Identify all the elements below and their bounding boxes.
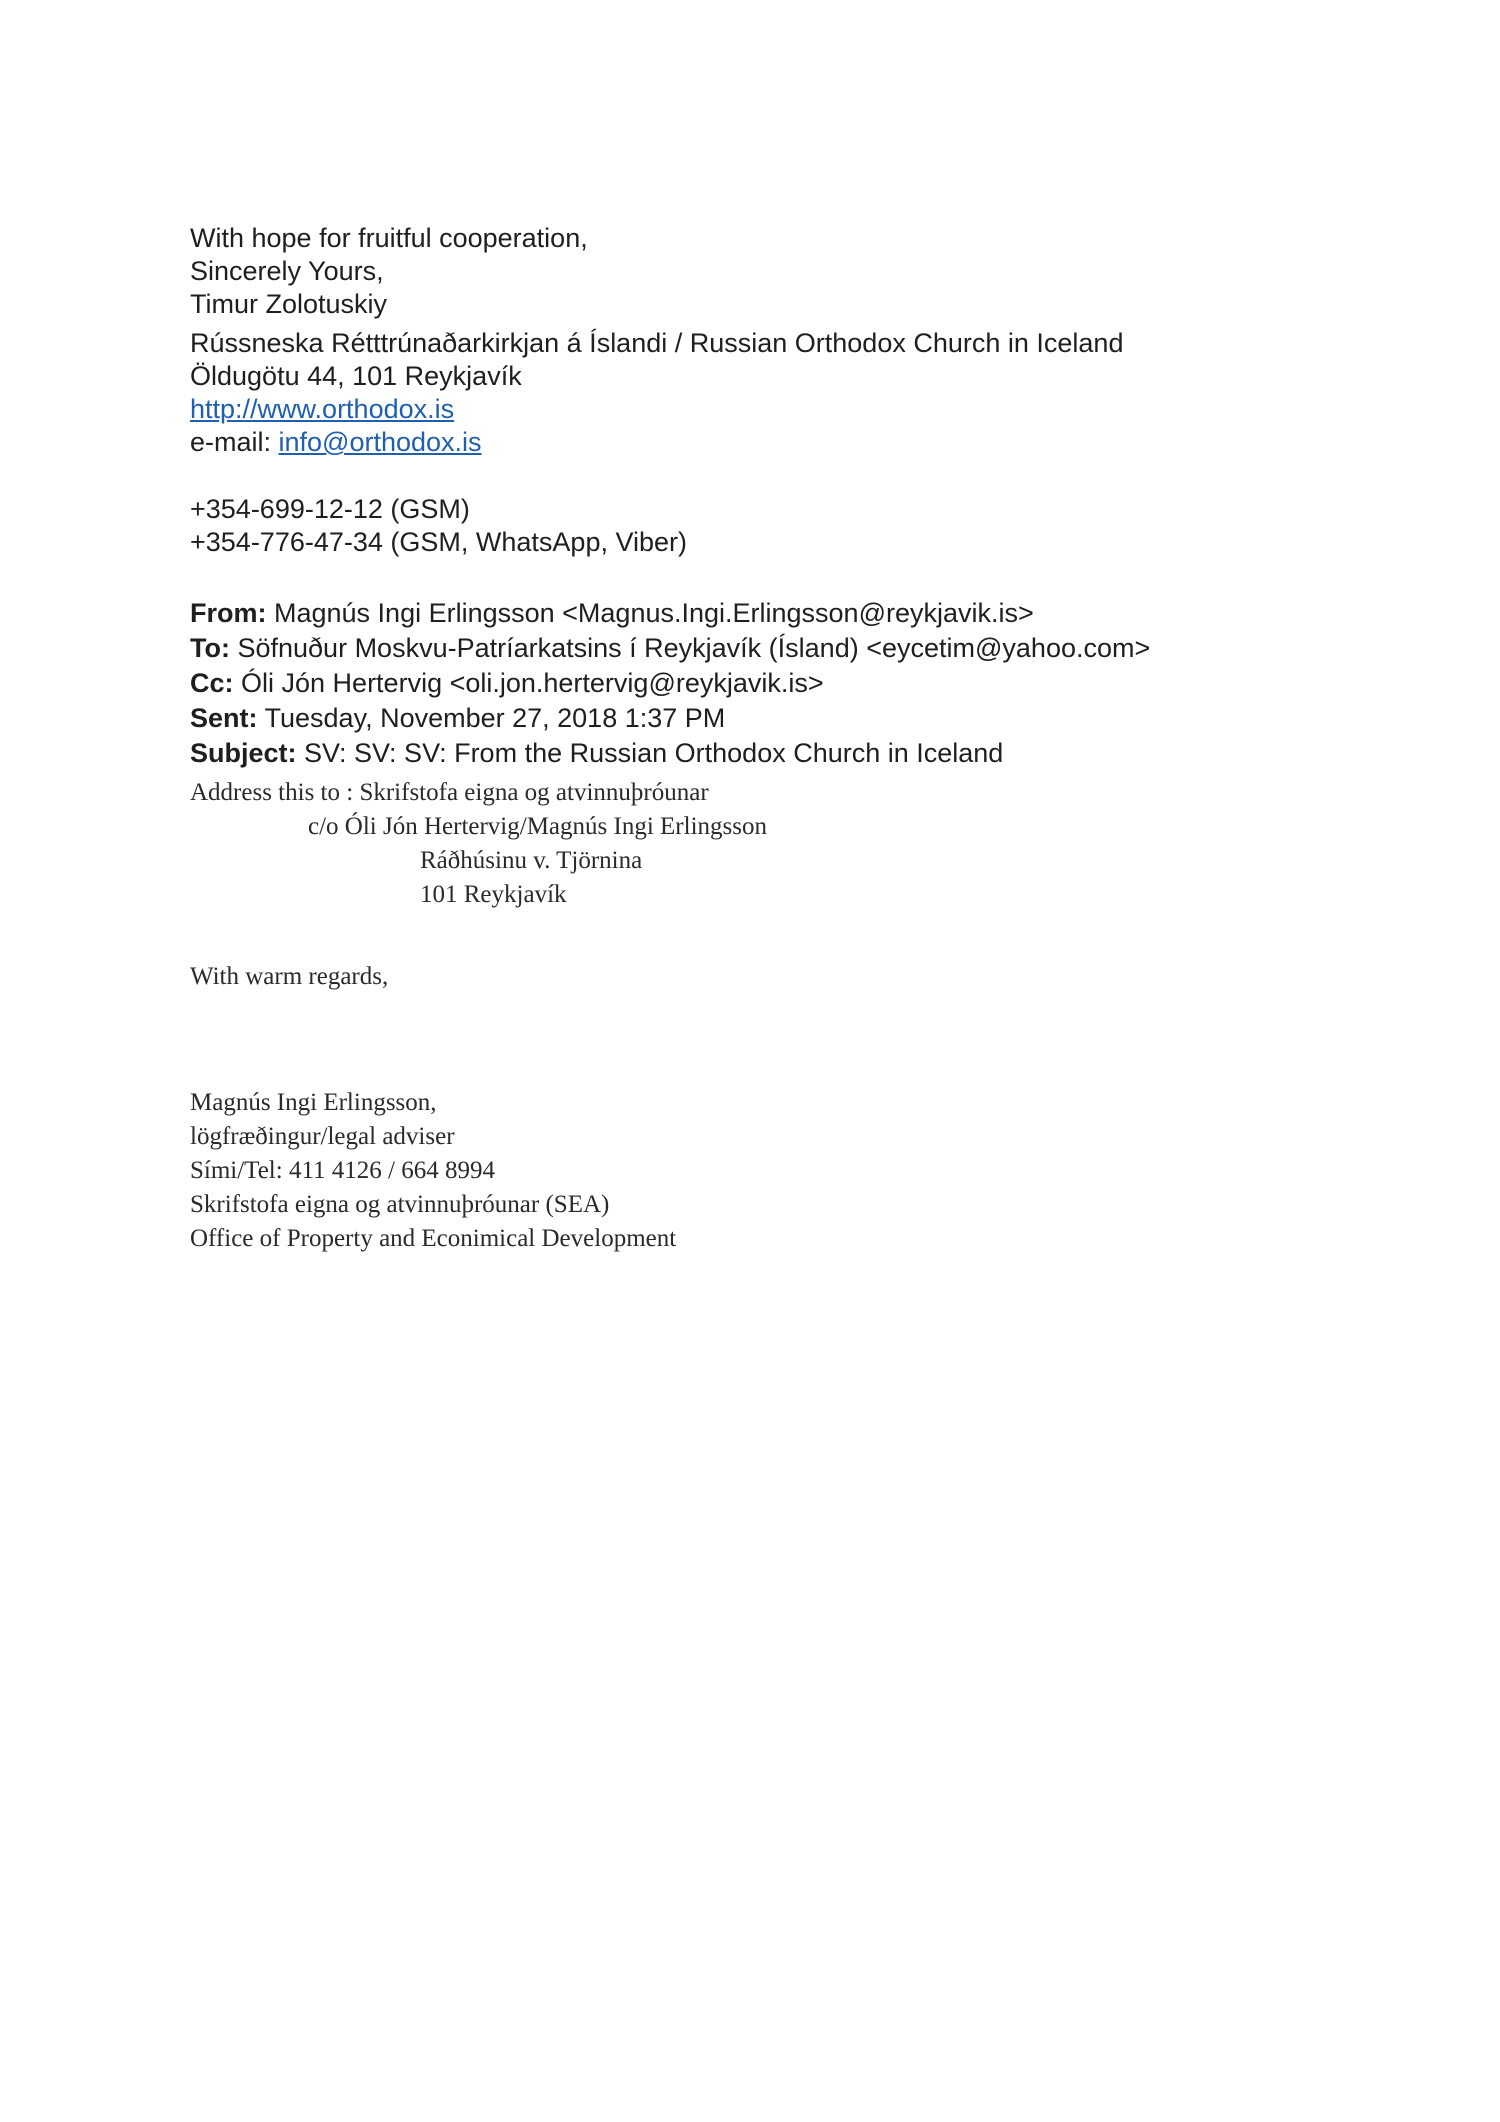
closing-line: With hope for fruitful cooperation, [190, 223, 588, 253]
sender-name: Timur Zolotuskiy [190, 289, 388, 319]
address-line-2: c/o Óli Jón Hertervig/Magnús Ingi Erlingsson [308, 813, 767, 840]
subject-label: Subject: [190, 738, 297, 768]
phone-gsm: +354-699-12-12 (GSM) [190, 494, 470, 524]
signoff-office-is: Skrifstofa eigna og atvinnuþróunar (SEA) [190, 1191, 610, 1218]
address-line-1: Address this to : Skrifstofa eigna og atvinnuþróunar [190, 779, 709, 806]
cc-row [190, 666, 1150, 701]
signoff-name: Magnús Ingi Erlingsson, [190, 1089, 437, 1116]
subject-row [190, 736, 1150, 771]
sincerely-line: Sincerely Yours, [190, 256, 384, 286]
from-row [190, 596, 1150, 631]
email-label: e-mail: [190, 427, 279, 457]
cc-value: Óli Jón Hertervig <oli.jon.hertervig@reykjavik.is> [233, 668, 824, 698]
signoff-office-en: Office of Property and Econimical Development [190, 1225, 677, 1252]
signoff-phone: Sími/Tel: 411 4126 / 664 8994 [190, 1157, 495, 1184]
email-line [190, 426, 1123, 459]
to-row [190, 631, 1150, 666]
address-line-3: Ráðhúsinu v. Tjörnina [420, 847, 643, 874]
email-header [190, 596, 1150, 771]
to-value: Söfnuður Moskvu-Patríarkatsins í Reykjavík (Ísland) <eycetim@yahoo.com> [229, 633, 1151, 663]
signoff-title: lögfræðingur/legal adviser [190, 1123, 455, 1150]
sent-row [190, 701, 1150, 736]
to-label: To: [190, 633, 230, 663]
organization-address: Öldugötu 44, 101 Reykjavík [190, 361, 522, 391]
sent-value: Tuesday, November 27, 2018 1:37 PM [257, 703, 726, 733]
address-line-4: 101 Reykjavík [420, 881, 567, 908]
sent-label: Sent: [190, 703, 258, 733]
cc-label: Cc: [190, 668, 234, 698]
organization-name: Rússneska Rétttrúnaðarkirkjan á Íslandi / Russian Orthodox Church in Iceland [190, 328, 1124, 358]
from-value: Magnús Ingi Erlingsson <Magnus.Ingi.Erlingsson@reykjavik.is> [266, 598, 1034, 628]
email-link[interactable]: info@orthodox.is [278, 427, 482, 457]
website-link[interactable]: http://www.orthodox.is [190, 394, 455, 424]
signature-block [190, 222, 1123, 559]
message-body [190, 776, 767, 1256]
phone-whatsapp: +354-776-47-34 (GSM, WhatsApp, Viber) [190, 527, 687, 557]
from-label: From: [190, 598, 267, 628]
subject-value: SV: SV: SV: From the Russian Orthodox Church in Iceland [296, 738, 1004, 768]
regards-line: With warm regards, [190, 963, 389, 990]
